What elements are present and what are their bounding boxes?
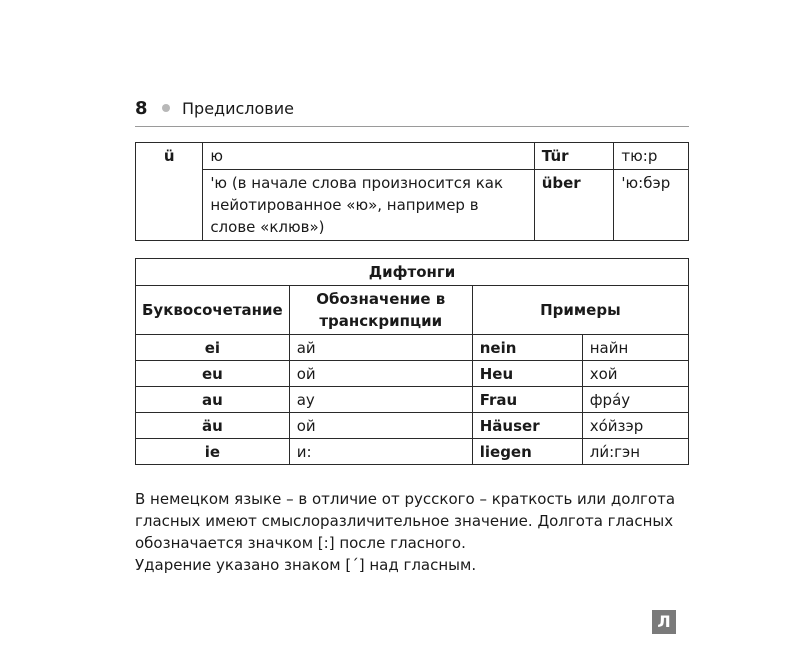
table-row (136, 170, 689, 241)
vowel-table (135, 142, 689, 241)
bullet-dot-icon (162, 104, 170, 112)
table-header-row (136, 286, 689, 335)
example-word-cell: Häuser (472, 413, 582, 439)
example-word-cell: Tür (534, 143, 614, 170)
example-word-cell: liegen (472, 439, 582, 465)
table-row (136, 361, 689, 387)
table-row (136, 413, 689, 439)
letters-cell: ie (136, 439, 290, 465)
diphthong-table (135, 258, 689, 465)
column-header: Буквосочетание (136, 286, 290, 335)
table-title: Дифтонги (136, 259, 689, 286)
paragraph: В немецком языке – в отличие от русского – краткость или долгота гласных имеют смыслоразличительное значение. Долгота гласных обозначается значком [:] после гласного. (135, 490, 676, 552)
letter-cell: ü (136, 143, 203, 241)
publisher-logo-icon: Л (652, 610, 676, 634)
transcription-cell: и: (289, 439, 472, 465)
transcription-cell: ой (289, 413, 472, 439)
paragraph: Ударение указано знаком [´] над гласным. (135, 556, 477, 574)
table-row (136, 143, 689, 170)
example-transcription-cell: хой (582, 361, 688, 387)
pronunciation-cell: 'ю (в начале слова произносится как нейотированное «ю», например в слове «клюв») (203, 170, 534, 241)
example-transcription-cell: хо́йзэр (582, 413, 688, 439)
transcription-cell: ай (289, 335, 472, 361)
example-word-cell: Heu (472, 361, 582, 387)
example-transcription-cell: ли́:гэн (582, 439, 688, 465)
table-row (136, 387, 689, 413)
column-header: Примеры (472, 286, 688, 335)
table-title-row (136, 259, 689, 286)
example-word-cell: über (534, 170, 614, 241)
section-title: Предисловие (182, 99, 294, 118)
header-rule (135, 126, 689, 127)
column-header: Обозначение в транскрипции (289, 286, 472, 335)
page-header (135, 98, 689, 126)
example-word-cell: Frau (472, 387, 582, 413)
table-row (136, 335, 689, 361)
transcription-cell: 'ю:бэр (614, 170, 689, 241)
transcription-cell: ой (289, 361, 472, 387)
transcription-cell: ау (289, 387, 472, 413)
example-transcription-cell: фра́у (582, 387, 688, 413)
letters-cell: au (136, 387, 290, 413)
table-row (136, 439, 689, 465)
page-number: 8 (135, 98, 148, 119)
transcription-cell: тю:р (614, 143, 689, 170)
explanation-text (135, 488, 695, 576)
example-word-cell: nein (472, 335, 582, 361)
pronunciation-cell: ю (203, 143, 534, 170)
letters-cell: äu (136, 413, 290, 439)
letters-cell: ei (136, 335, 290, 361)
letters-cell: eu (136, 361, 290, 387)
example-transcription-cell: найн (582, 335, 688, 361)
